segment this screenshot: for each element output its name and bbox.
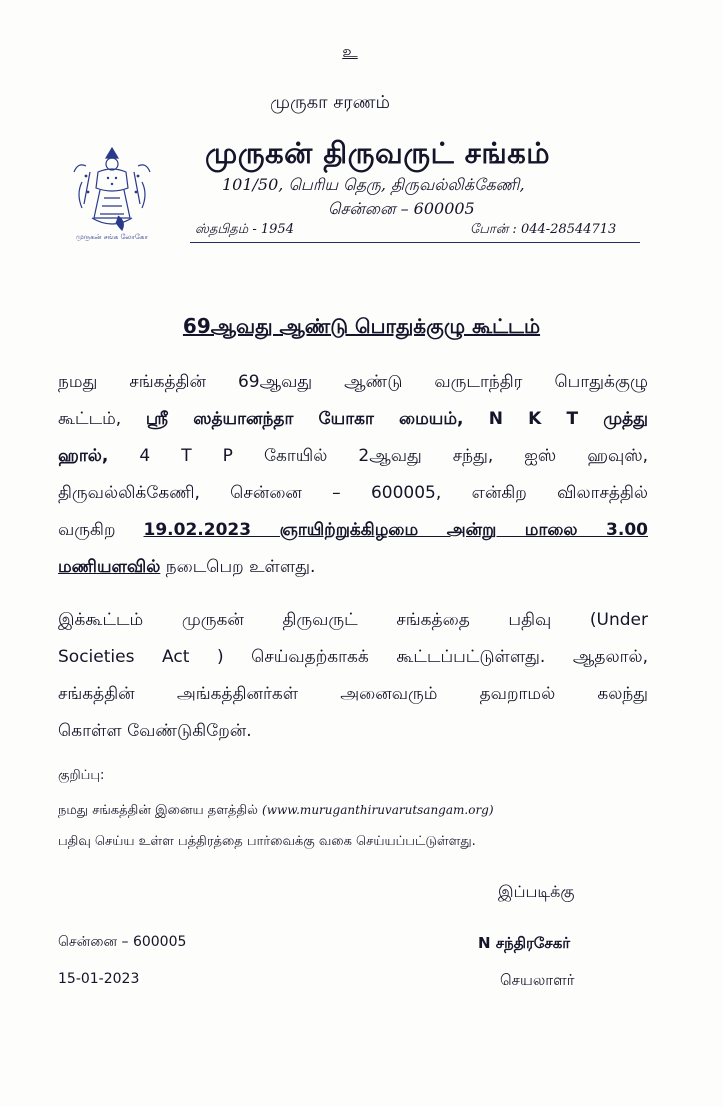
paragraph2-line1: இக்கூட்டம் முருகன் திருவருட் சங்கத்தை பதிவு (Under: [58, 610, 648, 630]
address-line-2: சென்னை – 600005: [328, 199, 475, 218]
note-line-2: பதிவு செய்ய உள்ள பத்திரத்தை பார்வைக்கு வகை செய்யப்பட்டுள்ளது.: [58, 834, 476, 849]
phone-number: போன் : 044-28544713: [470, 222, 617, 237]
paragraph2-line4: கொள்ள வேண்டுகிறேன்.: [58, 721, 252, 741]
signer-designation: செயலாளர்: [500, 971, 575, 989]
top-mark: உ: [342, 42, 358, 62]
paragraph1-line2: [58, 401, 648, 438]
note-text: நமது சங்கத்தின் இனைய தளத்தில்: [58, 803, 263, 818]
meeting-date-time: 19.02.2023 ஞாயிற்றுக்கிழமை அன்று மாலை 3.00: [143, 520, 648, 540]
note-line-1: [58, 803, 648, 819]
meeting-purpose-paragraph: [58, 602, 648, 750]
venue-hall: ஹால்,: [58, 446, 109, 466]
note-label: குறிப்பு:: [58, 768, 105, 783]
paragraph1-line6: [58, 549, 648, 586]
established-year: ஸ்தபிதம் - 1954: [195, 222, 294, 237]
svg-text:முருகன் சங்க லோகோ: முருகன் சங்க லோகோ: [75, 233, 149, 241]
header-divider: [190, 242, 640, 243]
meeting-time-suffix: மணியளவில்: [58, 557, 161, 577]
text-segment: கூட்டம்,: [58, 409, 146, 429]
blessing-line: முருகா சரணம்: [270, 92, 390, 113]
paragraph1-line3: [58, 438, 648, 475]
paragraph2-line2: Societies Act ) செய்வதற்காகக் கூட்டப்பட்டுள்ளது. ஆதலால்,: [58, 647, 648, 667]
venue-address: 4 T P கோயில் 2ஆவது சந்து, ஐஸ் ஹவுஸ்,: [108, 446, 648, 466]
text-segment: நடைபெற உள்ளது.: [160, 557, 316, 577]
paragraph1-line5: [58, 512, 648, 549]
text-segment: வருகிற: [58, 520, 144, 540]
paragraph1-line1: நமது சங்கத்தின் 69ஆவது ஆண்டு வருடாந்திர பொதுக்குழு: [58, 372, 648, 392]
paragraph2-line3: சங்கத்தின் அங்கத்தினர்கள் அனைவரும் தவறாமல் கலந்து: [58, 684, 648, 704]
venue-name: ஸ்ரீ ஸத்யானந்தா யோகா மையம், N K T முத்து: [145, 409, 648, 429]
organization-name: முருகன் திருவருட் சங்கம்: [205, 136, 551, 170]
letter-date: 15-01-2023: [58, 971, 140, 987]
website-url: (www.muruganthiruvarutsangam.org): [262, 803, 494, 817]
place: சென்னை – 600005: [58, 934, 187, 950]
meeting-details-paragraph: [58, 364, 648, 586]
signoff: இப்படிக்கு: [498, 882, 575, 901]
murugan-deity-emblem-icon: [62, 142, 162, 242]
meeting-title: 69ஆவது ஆண்டு பொதுக்குழு கூட்டம்: [182, 314, 541, 338]
address-line-1: 101/50, பெரிய தெரு, திருவல்லிக்கேணி,: [222, 175, 525, 194]
paragraph1-line4: திருவல்லிக்கேணி, சென்னை – 600005, என்கிற விலாசத்தில்: [58, 483, 648, 503]
signer-name: N சந்திரசேகர்: [478, 934, 571, 952]
